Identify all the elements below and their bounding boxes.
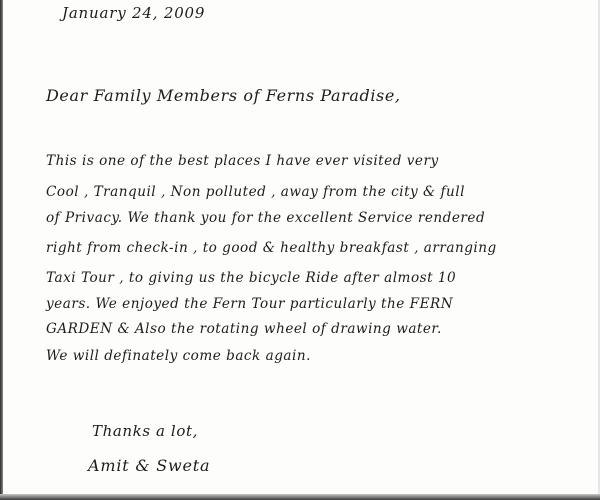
body-line: years. We enjoyed the Fern Tour particularly the FERN [46,296,454,312]
body-line: Cool , Tranquil , Non polluted , away from the city & full [46,184,465,200]
body-line: This is one of the best places I have ever visited very [46,153,439,169]
letter-closing: Thanks a lot, [92,422,198,440]
letter-salutation: Dear Family Members of Ferns Paradise, [46,86,401,105]
page-left-edge [0,0,3,500]
body-line: of Privacy. We thank you for the excellent Service rendered [46,210,486,226]
letter-date: January 24, 2009 [62,4,206,22]
body-line: GARDEN & Also the rotating wheel of drawing water. [46,321,442,337]
page-bottom-edge [0,494,600,500]
body-line: right from check-in , to good & healthy breakfast , arranging [46,240,497,256]
body-line: Taxi Tour , to giving us the bicycle Ride after almost 10 [46,270,457,286]
body-line: We will definately come back again. [46,348,311,364]
letter-signature: Amit & Sweta [88,456,211,475]
